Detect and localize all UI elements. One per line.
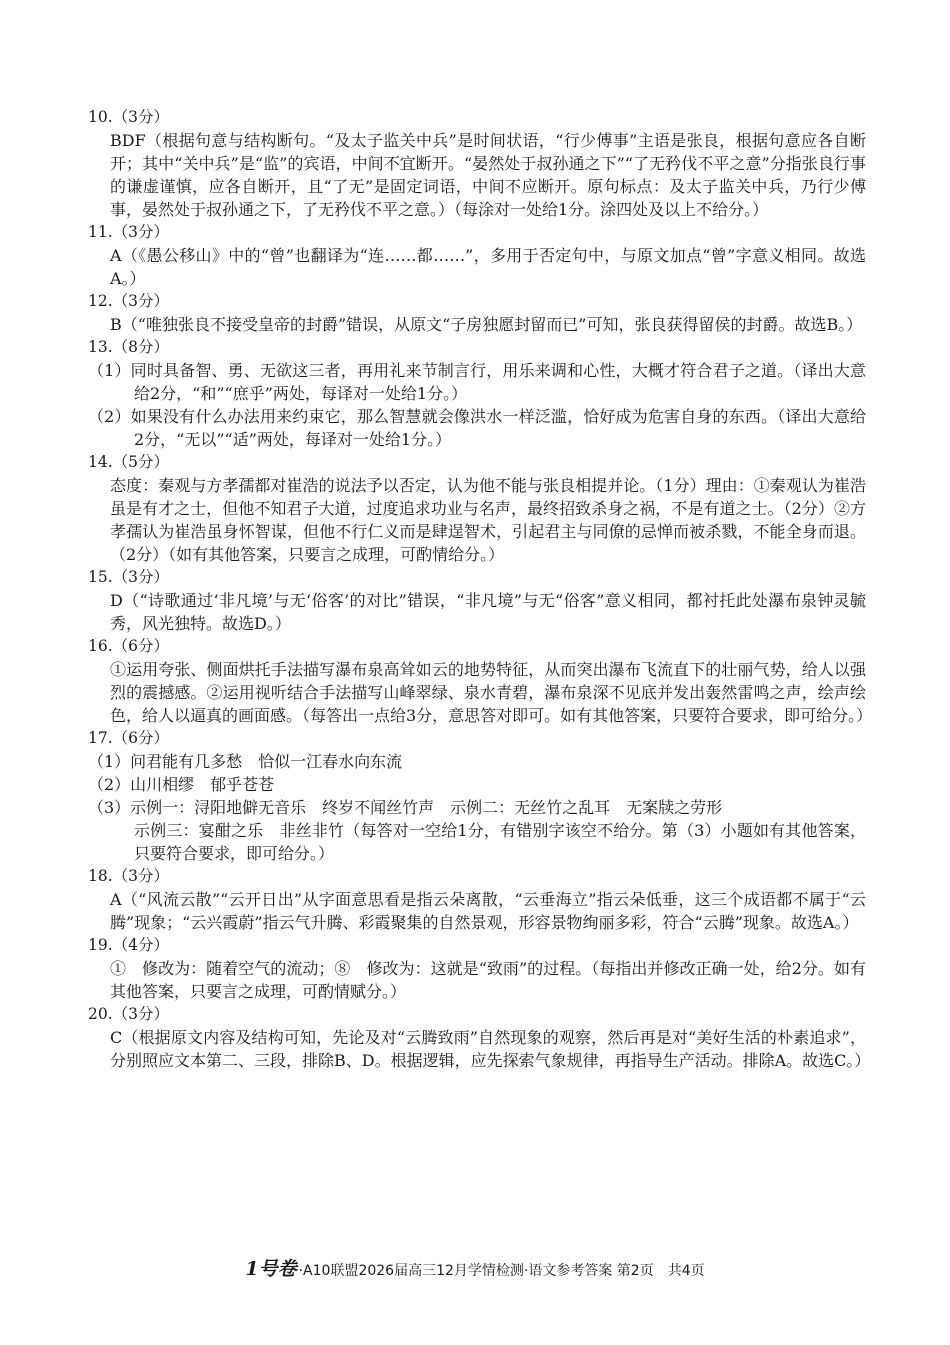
- question-header: 17.（6分）: [88, 729, 170, 747]
- sub-answer: （2）山川相缪 郁乎苍苍: [88, 775, 275, 794]
- question-answer: BDF（根据句意与结构断句。“及太子监关中兵”是时间状语，“行少傅事”主语是张良，根据句意应各自断开；其中“关中兵”是“监”的宾语，中间不宜断开。“晏然处于叔孙通之下”“了无矜伐不平之意”分指张良行事的谦虚谨慎，应各自断开，且“了无”是固定词语，中间不应断开。原句标点：及太子监关中兵，乃行少傅事，晏然处于叔孙通之下，了无矜伐不平之意。）（每涂对一处给1分。涂四处及以上不给分。）: [110, 131, 866, 219]
- example-line: 示例三：宴酣之乐 非丝非竹（每答对一空给1分，有错别字该空不给分。第（3）小题如有其他答案，只要符合要求，即可给分。）: [134, 821, 866, 863]
- question-14: [88, 451, 866, 566]
- question-19: [88, 934, 866, 1003]
- question-answer: ①运用夸张、侧面烘托手法描写瀑布泉高耸如云的地势特征，从而突出瀑布飞流直下的壮丽气势，给人以强烈的震撼感。②运用视听结合手法描写山峰翠绿、泉水青碧，瀑布泉深不见底并发出轰然雷鸣之声，绘声绘色，给人以逼真的画面感。（每答出一点给3分，意思答对即可。如有其他答案，只要符合要求，即可给分。）: [110, 660, 873, 725]
- question-answer: B（“唯独张良不接受皇帝的封爵”错误，从原文“子房独愿封留而已”可知，张良获得留侯的封爵。故选B。）: [110, 315, 863, 334]
- question-12: [88, 290, 866, 336]
- sub-answer: （2）如果没有什么办法用来约束它，那么智慧就会像洪水一样泛滥，恰好成为危害自身的东西。（译出大意给2分，“无以”“适”两处，每译对一处给1分。）: [88, 407, 866, 449]
- example-line: （3）示例一：浔阳地僻无音乐 终岁不闻丝竹声 示例二：无丝竹之乱耳 无案牍之劳形: [88, 798, 723, 817]
- question-header: 15.（3分）: [88, 568, 170, 586]
- question-13: [88, 336, 866, 451]
- brand-logo: 1号卷: [245, 1258, 297, 1280]
- question-answer: ① 修改为：随着空气的流动；⑧ 修改为：这就是“致雨”的过程。（每指出并修改正确一处，给2分。如有其他答案，只要言之成理，可酌情赋分。）: [110, 959, 866, 1001]
- page-footer: [0, 1259, 950, 1281]
- question-header: 14.（5分）: [88, 453, 170, 471]
- question-header: 19.（4分）: [88, 936, 170, 954]
- question-header: 20.（3分）: [88, 1005, 170, 1023]
- question-10: [88, 106, 866, 221]
- sub-answer: （1）问君能有几多愁 恰似一江春水向东流: [88, 752, 403, 771]
- question-answer: A（“风流云散”“云开日出”从字面意思看是指云朵离散，“云垂海立”指云朵低垂，这三个成语都不属于“云腾”现象；“云兴霞蔚”指云气升腾、彩霞聚集的自然景观，形容景物绚丽多彩，符合“云腾”现象。故选A。）: [110, 890, 866, 932]
- question-header: 12.（3分）: [88, 292, 170, 310]
- question-answer: C（根据原文内容及结构可知，先论及对“云腾致雨”自然现象的观察，然后再是对“美好生活的朴素追求”，分别照应文本第二、三段，排除B、D。根据逻辑，应先探索气象规律，再指导生产活动。排除A。故选C。）: [110, 1028, 871, 1070]
- question-header: 13.（8分）: [88, 338, 170, 356]
- answer-content: [88, 106, 873, 1072]
- question-header: 11.（3分）: [88, 223, 170, 241]
- footer-text: ·A10联盟2026届高三12月学情检测·语文参考答案 第2页 共4页: [298, 1263, 705, 1279]
- question-answer: 态度：秦观与方孝孺都对崔浩的说法予以否定，认为他不能与张良相提并论。（1分）理由：①秦观认为崔浩虽是有才之士，但他不知君子大道，过度追求功业与名声，最终招致杀身之祸，不是有道之士。（2分）②方孝孺认为崔浩虽身怀智谋，但他不行仁义而是肆逞智术，引起君主与同僚的忌惮而被杀戮，不能全身而退。（2分）（如有其他答案，只要言之成理，可酌情给分。）: [110, 476, 866, 564]
- sub-answer: （1）同时具备智、勇、无欲这三者，再用礼来节制言行，用乐来调和心性，大概才符合君子之道。（译出大意给2分，“和”“庶乎”两处，每译对一处给1分。）: [88, 361, 866, 403]
- question-16: [88, 635, 873, 727]
- question-20: [88, 1003, 871, 1072]
- question-header: 18.（3分）: [88, 867, 170, 885]
- question-header: 16.（6分）: [88, 637, 170, 655]
- question-11: [88, 221, 866, 290]
- question-answer: A（《愚公移山》中的“曾”也翻译为“连……都……”，多用于否定句中，与原文加点“曾”字意义相同。故选A。）: [110, 246, 866, 288]
- question-header: 10.（3分）: [88, 108, 170, 126]
- question-17: [88, 727, 866, 865]
- question-18: [88, 865, 866, 934]
- question-15: [88, 566, 866, 635]
- question-answer: D（“诗歌通过‘非凡境’与无‘俗客’的对比”错误，“非凡境”与无“俗客”意义相同，都衬托此处瀑布泉钟灵毓秀，风光独特。故选D。）: [110, 591, 866, 633]
